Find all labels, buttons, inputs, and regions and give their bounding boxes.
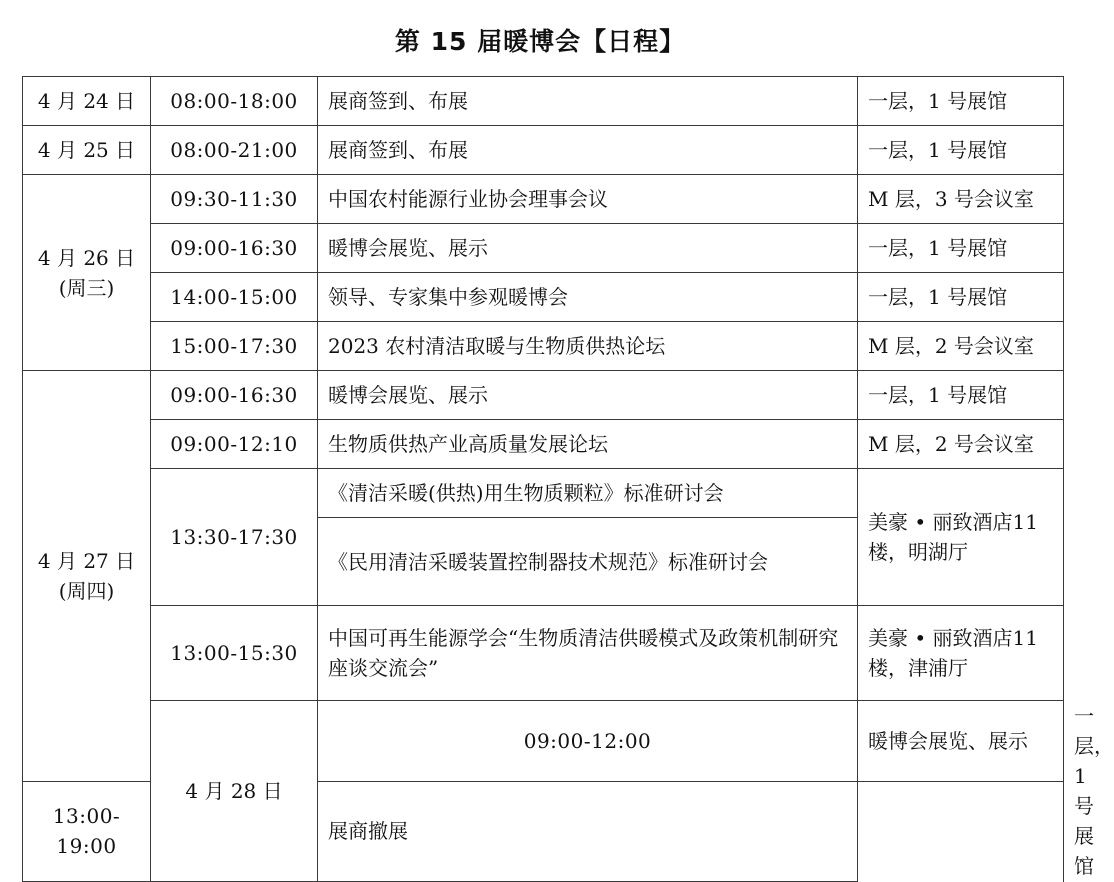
event-cell: 展商撤展 xyxy=(318,781,858,881)
venue-cell: 一层，1 号展馆 xyxy=(858,126,1064,175)
time-cell: 09:00-12:00 xyxy=(318,701,858,782)
table-row xyxy=(23,420,1064,469)
event-cell: 中国可再生能源学会“生物质清洁供暖模式及政策机制研究座谈交流会” xyxy=(318,606,858,701)
time-cell: 13:30-17:30 xyxy=(151,469,318,606)
event-cell: 《清洁采暖(供热)用生物质颗粒》标准研讨会 xyxy=(318,469,858,518)
event-cell: 2023 农村清洁取暖与生物质供热论坛 xyxy=(318,322,858,371)
venue-cell: 美豪 • 丽致酒店11 楼，明湖厅 xyxy=(858,469,1064,606)
venue-cell: M 层，3 号会议室 xyxy=(858,175,1064,224)
time-cell: 08:00-18:00 xyxy=(151,77,318,126)
event-cell: 展商签到、布展 xyxy=(318,126,858,175)
event-cell: 领导、专家集中参观暖博会 xyxy=(318,273,858,322)
event-cell: 生物质供热产业高质量发展论坛 xyxy=(318,420,858,469)
date-label: 4 月 27 日 xyxy=(37,548,136,573)
time-cell: 08:00-21:00 xyxy=(151,126,318,175)
date-cell xyxy=(23,175,151,371)
venue-cell: M 层，2 号会议室 xyxy=(858,420,1064,469)
time-cell: 15:00-17:30 xyxy=(151,322,318,371)
table-row xyxy=(23,126,1064,175)
date-label: 4 月 26 日 xyxy=(37,245,136,270)
date-label: 4 月 24 日 xyxy=(37,89,136,113)
table-row xyxy=(23,273,1064,322)
time-cell: 13:00-15:30 xyxy=(151,606,318,701)
schedule-table xyxy=(22,76,1114,882)
date-cell xyxy=(23,77,151,126)
venue-cell: 一层，1 号展馆 xyxy=(858,371,1064,420)
venue-cell: 一层，1 号展馆 xyxy=(858,77,1064,126)
date-label: 4 月 28 日 xyxy=(185,779,283,803)
event-cell: 暖博会展览、展示 xyxy=(318,371,858,420)
table-row xyxy=(23,606,1064,701)
table-row xyxy=(23,175,1064,224)
time-cell: 13:00-19:00 xyxy=(23,781,151,881)
time-cell: 09:30-11:30 xyxy=(151,175,318,224)
venue-cell: M 层，2 号会议室 xyxy=(858,322,1064,371)
event-cell: 展商签到、布展 xyxy=(318,77,858,126)
table-row xyxy=(23,224,1064,273)
date-label: 4 月 25 日 xyxy=(37,138,136,162)
time-cell: 09:00-12:10 xyxy=(151,420,318,469)
weekday-label: (周三) xyxy=(58,275,115,300)
event-cell: 中国农村能源行业协会理事会议 xyxy=(318,175,858,224)
table-row xyxy=(23,371,1064,420)
table-row xyxy=(23,77,1064,126)
time-cell: 14:00-15:00 xyxy=(151,273,318,322)
schedule-title: 第 15 届暖博会【日程】 xyxy=(394,27,686,56)
venue-cell: 美豪 • 丽致酒店11 楼，津浦厅 xyxy=(858,606,1064,701)
date-cell xyxy=(151,701,318,882)
table-row: 4 月 28 日 09:00-12:00 暖博会展览、展示 一层，1 号展馆 xyxy=(23,701,1064,782)
event-cell: 《民用清洁采暖装置控制器技术规范》标准研讨会 xyxy=(318,518,858,606)
event-cell: 暖博会展览、展示 xyxy=(858,701,1064,782)
time-cell: 09:00-16:30 xyxy=(151,224,318,273)
date-cell xyxy=(23,371,151,782)
weekday-label: (周四) xyxy=(58,578,115,603)
table-row xyxy=(23,322,1064,371)
event-cell: 暖博会展览、展示 xyxy=(318,224,858,273)
table-row xyxy=(23,469,1064,518)
venue-cell: 一层，1 号展馆 xyxy=(858,273,1064,322)
date-cell xyxy=(23,126,151,175)
time-cell: 09:00-16:30 xyxy=(151,371,318,420)
venue-cell: 一层，1 号展馆 xyxy=(858,224,1064,273)
